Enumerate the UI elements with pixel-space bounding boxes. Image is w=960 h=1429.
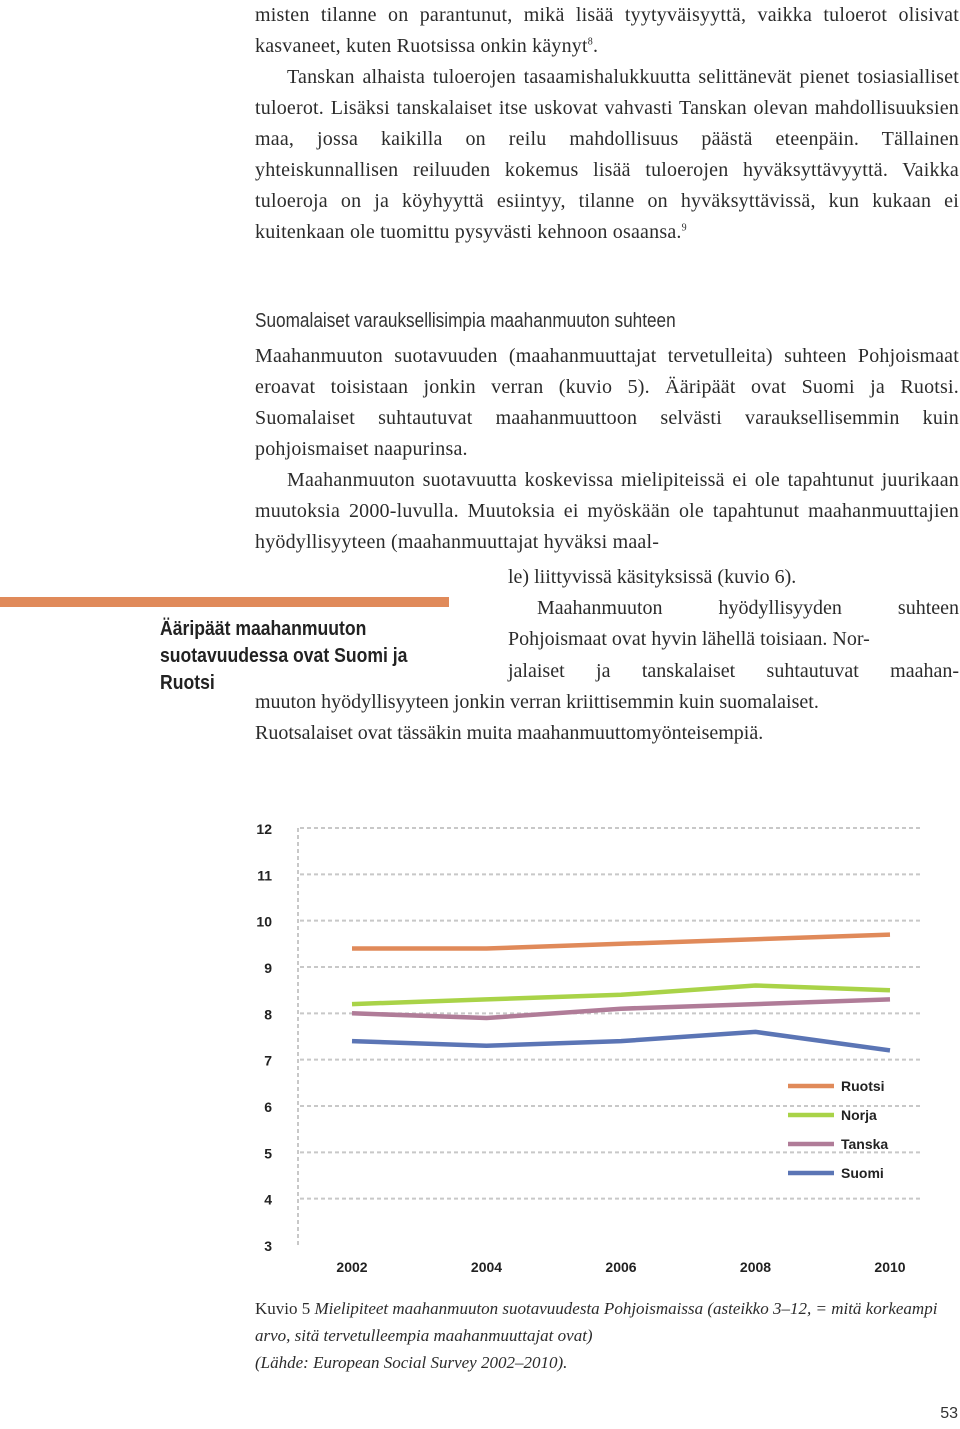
footnote-ref-9[interactable]: 9 [681,222,687,234]
x-tick-label: 2006 [605,1259,637,1275]
y-tick-label: 7 [264,1052,272,1069]
y-tick-label: 10 [256,913,272,930]
legend-label-ruotsi: Ruotsi [841,1078,885,1094]
x-axis-ticks [336,1259,905,1275]
wrap-line-4: jalaiset ja tanskalaiset suhtautuvat maahan- [508,660,959,682]
section-heading: Suomalaiset varauksellisimpia maahanmuuton suhteen [255,310,676,332]
y-tick-label: 6 [264,1099,272,1115]
caption-text: Mielipiteet maahanmuuton suotavuudesta Pohjoismaissa (asteikko 3–12, = mitä korkeampi arvo, sitä tervetulleempia maahanmuuttajat ovat) [255,1299,938,1345]
y-tick-label: 4 [264,1191,272,1208]
wrap-line-6: Ruotsalaiset ovat tässäkin muita maahanmuuttomyönteisempiä. [255,722,764,744]
y-tick-label: 11 [257,867,272,884]
figure-caption [255,1295,959,1376]
wrap-line-3: Pohjoismaat ovat hyvin lähellä toisiaan. Nor- [508,628,870,650]
y-tick-label: 12 [256,821,272,837]
wrap-line-2: Maahanmuuton hyödyllisyyden suhteen [537,597,959,619]
x-tick-label: 2008 [739,1259,772,1275]
chart-grid [298,828,920,1245]
page-number: 53 [940,1405,958,1422]
x-tick-label: 2010 [874,1259,906,1275]
paragraph-3: Maahanmuuton suotavuuden (maahanmuuttajat tervetulleita) suhteen Pohjoismaat eroavat toisistaan jonkin verran (kuvio 5). Ääripäät ovat Suomi ja Ruotsi. Suomalaiset suhtautuvat maahanmuuttoon selvästi varauksellisemmin kuin pohjoismaiset naapurinsa. [255,345,959,460]
y-tick-label: 5 [264,1145,272,1162]
pullquote: Ääripäät maahanmuuton suotavuudessa ovat Suomi ja Ruotsi [160,618,408,694]
y-axis-ticks [256,821,272,1254]
y-tick-label: 9 [264,960,272,976]
mid-text-block [255,341,959,558]
wrap-line-1: le) liittyvissä käsityksissä (kuvio 6). [508,566,797,588]
legend-label-norja: Norja [841,1107,877,1123]
paragraph-1: misten tilanne on parantunut, mikä lisää tyytyväisyyttä, vaikka tuloerot olisivat kasvaneet, kuten Ruotsissa onkin käynyt$^8$. [255,4,959,57]
top-text-block [255,0,959,248]
chart-series [352,935,890,1051]
line-chart [240,800,960,1300]
caption-source: (Lähde: European Social Survey 2002–2010). [255,1353,568,1372]
chart-legend [788,1078,888,1181]
paragraph-2: Tanskan alhaista tuloerojen tasaamishalukkuutta selittänevät pienet tosiasialliset tuloerot. Lisäksi tanskalaiset itse uskovat vahvasti Tanskan olevan mahdollisuuksien maa, jossa kaikilla on reilu mahdollisuus päästä eteenpäin. Tällainen yhteiskunnallisen reiluuden kokemus lisää tuloerojen hyväksyttävyyttä. Vaikka tuloeroja on ja köyhyyttä esiintyy, tilanne on hyväksyttävissä, kun kukaan ei kuitenkaan ole tuomittu pysyvästi kehnoon osaansa.$^9$ [255,66,959,243]
paragraph-4: Maahanmuuton suotavuutta koskevissa mielipiteissä ei ole tapahtunut juurikaan muutoksia 2000-luvulla. Muutoksia ei myöskään ole tapahtunut maahanmuuttajien hyödyllisyyteen (maahanmuuttajat hyväksi maal- [255,469,959,553]
x-tick-label: 2004 [470,1259,503,1275]
x-tick-label: 2002 [336,1259,368,1275]
legend-label-tanska: Tanska [841,1136,889,1152]
y-tick-label: 8 [264,1006,272,1023]
wrap-line-5: muuton hyödyllisyyteen jonkin verran kriittisemmin kuin suomalaiset. [255,691,819,713]
footnote-ref-8[interactable]: 8 [587,36,593,48]
legend-label-suomi: Suomi [841,1165,884,1181]
y-tick-label: 3 [264,1238,272,1254]
caption-label: Kuvio 5 [255,1299,311,1318]
series-line-ruotsi [352,935,890,949]
series-line-suomi [352,1032,890,1051]
pullquote-accent-bar [0,597,449,607]
